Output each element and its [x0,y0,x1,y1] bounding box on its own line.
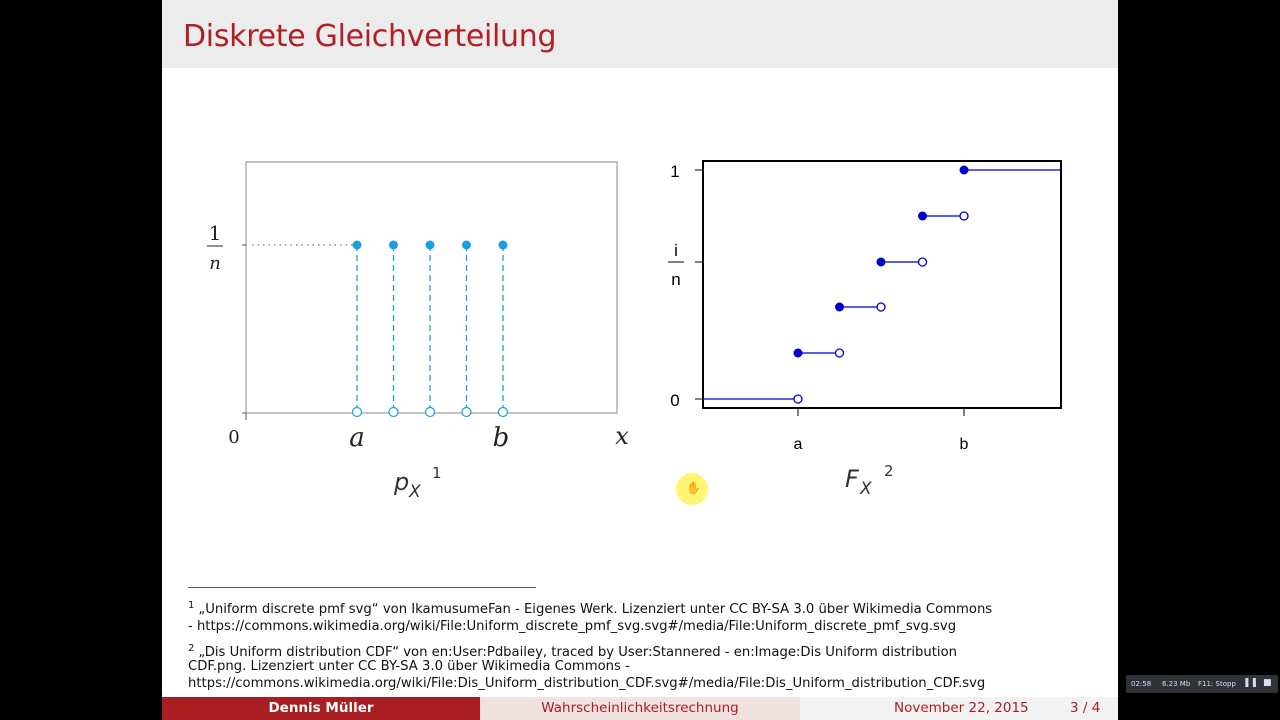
cdf-open-point [919,258,927,266]
footnote-2-number: 2 [188,643,195,654]
cdf-y-tick-num: i [674,241,678,260]
pmf-y-tick-den: n [209,253,221,274]
footnote-1-line2: - https://commons.wikimedia.org/wiki/File:Uniform_discrete_pmf_svg.svg#/media/File:Uniform_discrete_pmf_svg.svg [188,619,957,634]
footnote-1-number: 1 [188,600,195,611]
cdf-caption-main: F [845,465,859,493]
footer-course: Wahrscheinlichkeitsrechnung [480,697,800,720]
cdf-y-tick-bottom: 0 [670,391,680,410]
footnote-2-line3: https://commons.wikimedia.org/wiki/File:Dis_Uniform_distribution_CDF.svg#/media/File:Dis_Uniform_distribution_CDF.svg [188,676,986,691]
cdf-closed-point [918,212,927,221]
cdf-x-b: b [959,436,969,453]
pmf-caption-ref: 1 [432,464,442,482]
recorder-time: 02:58 [1131,680,1152,688]
page-title: Diskrete Gleichverteilung [183,19,557,54]
pmf-caption-sub: X [409,482,421,502]
cdf-y-tick-den: n [671,270,681,289]
recorder-stop-label[interactable]: F11: Stopp [1198,680,1236,688]
footnote-rule [188,587,536,588]
pmf-x-b: b [492,423,510,453]
recorder-size: 6.23 Mb [1162,680,1191,688]
cdf-frame [703,161,1061,408]
pmf-x-var: x [615,422,629,450]
footnote-1 [188,597,1113,618]
cdf-caption-sub: X [860,479,872,499]
cdf-caption-ref: 2 [884,462,894,480]
footer-date: November 22, 2015 [894,700,1029,716]
pause-icon[interactable]: ❚❚ [1243,678,1259,688]
footnote-2-line2: CDF.png. Lizenziert unter CC BY-SA 3.0 über Wikimedia Commons - [188,659,630,674]
cdf-open-point [836,349,844,357]
cdf-closed-point [960,166,969,175]
cdf-closed-point [835,303,844,312]
pmf-caption-main: p [394,468,410,496]
cdf-steps [703,166,1061,404]
cdf-closed-point [877,258,886,267]
cdf-open-point [877,303,885,311]
footer-author: Dennis Müller [162,697,480,720]
pmf-x-a: a [349,423,365,453]
cdf-closed-point [794,349,803,358]
footer [162,697,1118,720]
footer-page: 3 / 4 [1070,700,1101,716]
footnote-2-line1: „Dis Uniform distribution CDF“ von en:User:Pdbailey, traced by User:Stannered - en:Image:Dis Uniform distribution [198,645,958,660]
footnote-1-line1: „Uniform discrete pmf svg“ von IkamusumeFan - Eigenes Werk. Lizenziert unter CC BY-SA 3.0 über Wikimedia Commons [198,602,993,617]
stop-icon[interactable]: ■ [1263,678,1272,688]
recorder-taskbar[interactable] [1126,675,1278,693]
footer-date-page [800,697,1118,720]
slide [162,0,1118,720]
pmf-x-zero: 0 [228,427,240,448]
pmf-y-tick-num: 1 [208,221,222,245]
cdf-open-point [960,212,968,220]
cdf-y-tick-top: 1 [670,162,680,181]
hand-cursor-icon: ✋ [686,481,701,495]
cdf-plot [162,0,1118,600]
cdf-open-point [794,395,802,403]
cdf-x-a: a [793,436,803,453]
